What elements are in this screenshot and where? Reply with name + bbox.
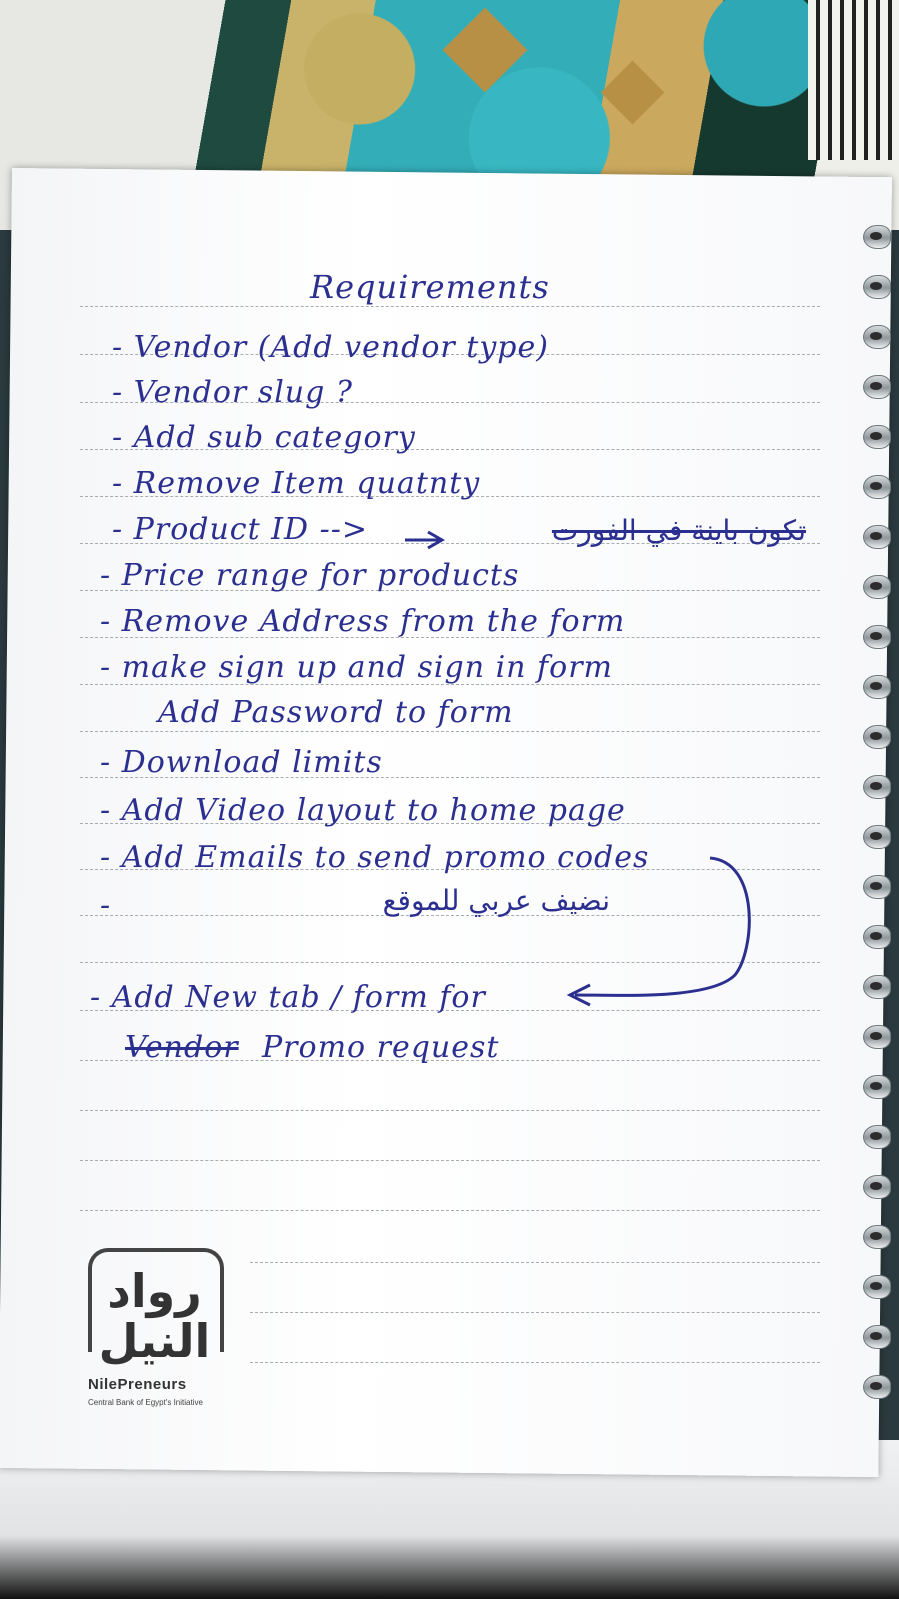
spiral-ring — [863, 1025, 891, 1049]
spiral-ring — [863, 1375, 891, 1399]
note-line: - Vendor slug ? — [112, 375, 353, 410]
note-line: Promo request — [262, 1030, 500, 1065]
ruled-line — [80, 1210, 820, 1211]
ruled-line — [250, 1312, 820, 1313]
logo-subtitle: Central Bank of Egypt's Initiative — [88, 1398, 203, 1407]
note-line: - Remove Item quatnty — [112, 466, 481, 501]
spiral-ring — [863, 675, 891, 699]
spiral-ring — [863, 375, 891, 399]
spiral-ring — [863, 525, 891, 549]
spiral-ring — [863, 275, 891, 299]
cloth-star-ornament — [443, 8, 528, 93]
logo-name: NilePreneurs — [88, 1376, 187, 1393]
note-line: - Remove Address from the form — [100, 604, 626, 639]
spiral-ring — [863, 975, 891, 999]
spiral-ring — [863, 1275, 891, 1299]
spiral-ring — [863, 425, 891, 449]
spiral-ring — [863, 825, 891, 849]
note-line: - Add New tab / form for — [90, 980, 486, 1015]
spiral-ring — [863, 575, 891, 599]
ruled-line — [250, 1262, 820, 1263]
ruled-line — [80, 962, 820, 963]
spiral-binding — [859, 225, 899, 1425]
ruled-line — [80, 1160, 820, 1161]
struck-arabic-note: تكون باينة في الفورت — [551, 514, 806, 547]
note-line: - Add Emails to send promo codes — [100, 840, 650, 875]
spiral-ring — [863, 1125, 891, 1149]
spiral-ring — [863, 775, 891, 799]
note-line: - — [100, 888, 112, 923]
note-line: - Download limits — [100, 745, 383, 780]
notes-title: Requirements — [310, 268, 550, 306]
spiral-ring — [863, 1075, 891, 1099]
spiral-ring — [863, 475, 891, 499]
cloth-lattice-border — [808, 0, 899, 160]
logo-arabic-text: رواد النيل — [98, 1264, 211, 1368]
spiral-ring — [863, 325, 891, 349]
spiral-ring — [863, 925, 891, 949]
ruled-line — [80, 306, 820, 307]
nilepreneurs-logo — [80, 1248, 255, 1428]
spiral-ring — [863, 1225, 891, 1249]
ruled-line — [80, 1110, 820, 1111]
note-line: - Add sub category — [112, 420, 416, 455]
spiral-ring — [863, 725, 891, 749]
spiral-ring — [863, 1175, 891, 1199]
ruled-line — [80, 731, 820, 732]
struck-word: Vendor — [125, 1030, 239, 1065]
spiral-ring — [863, 875, 891, 899]
note-line: - make sign up and sign in form — [100, 650, 613, 685]
arabic-note: نضيف عربي للموقع — [382, 884, 610, 917]
note-line: - Add Video layout to home page — [100, 793, 626, 828]
note-line: Add Password to form — [158, 695, 514, 730]
cloth-star-ornament — [601, 61, 665, 125]
ruled-line — [250, 1362, 820, 1363]
spiral-ring — [863, 225, 891, 249]
note-line: - Vendor (Add vendor type) — [112, 330, 549, 365]
note-line: - Price range for products — [100, 558, 520, 593]
note-line: - Product ID --> — [112, 512, 369, 547]
spiral-ring — [863, 625, 891, 649]
spiral-ring — [863, 1325, 891, 1349]
